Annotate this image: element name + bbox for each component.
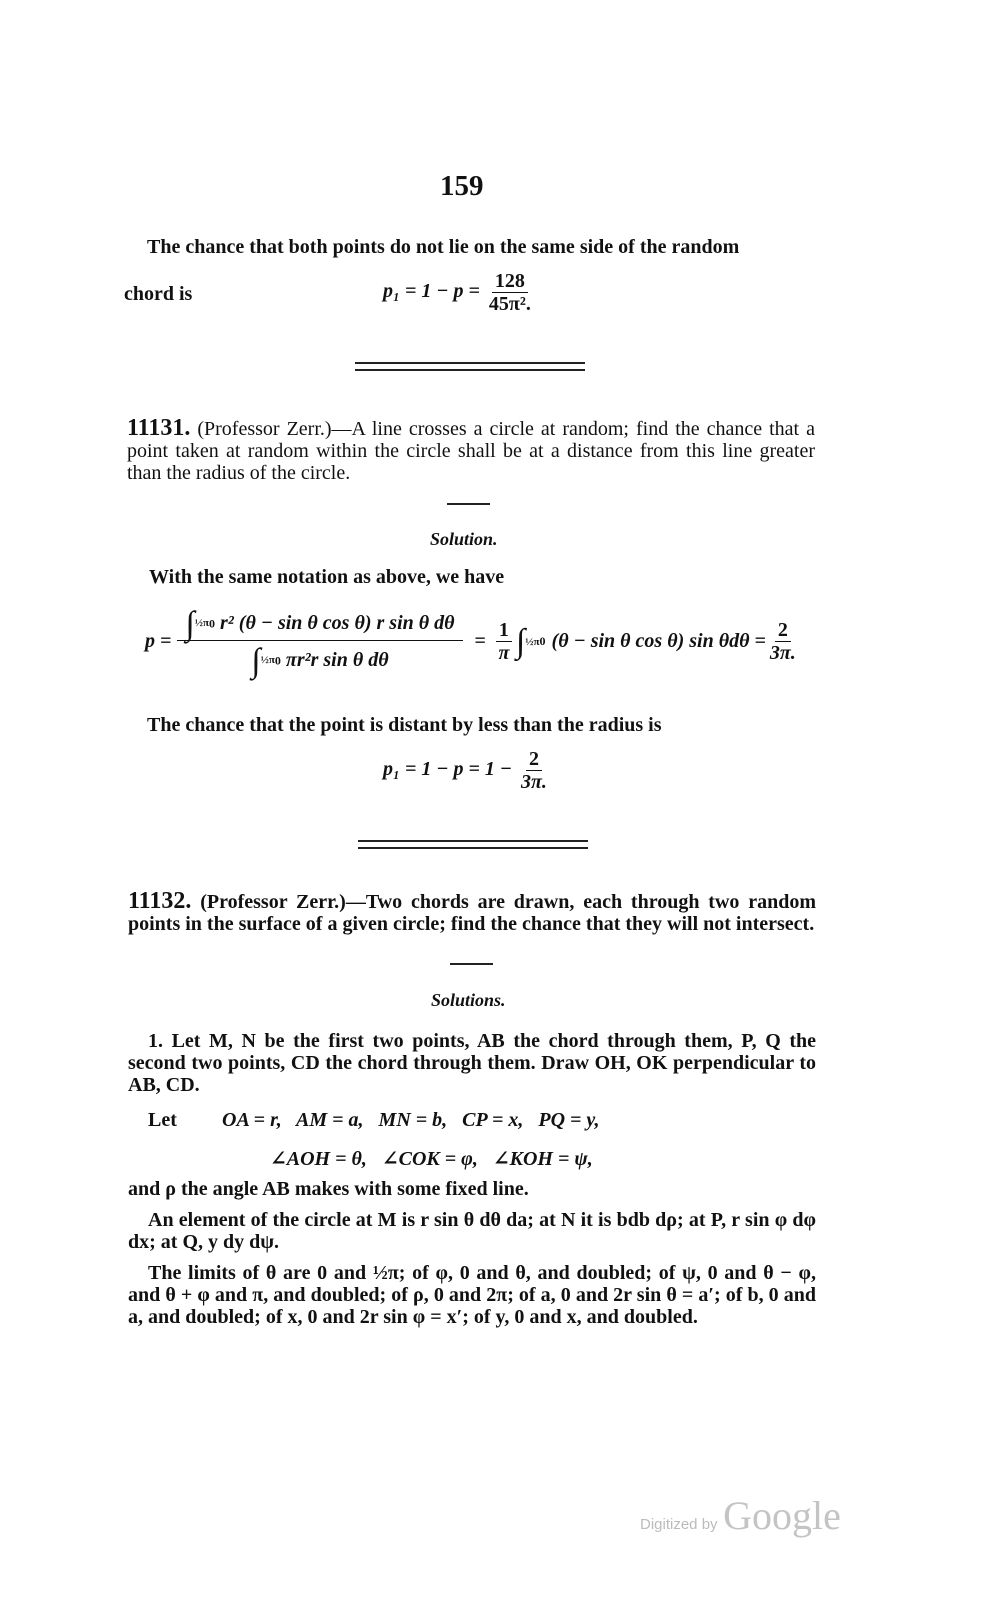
divider <box>355 369 585 371</box>
problem-text: (Professor Zerr.)—Two chords are drawn, each through two random points in the surface of a given circle; find the chance that they will not intersect. <box>128 891 817 935</box>
upper-limit: ½π <box>260 654 275 667</box>
divider <box>355 362 585 364</box>
solution-lead: With the same notation as above, we have <box>149 566 505 588</box>
denominator: 45π². <box>488 293 531 315</box>
result-fraction: $\frac{2}{3\pi.}$ <box>769 619 796 665</box>
solution-heading: Solution. <box>430 529 498 549</box>
problem-text: (Professor Zerr.)—A line crosses a circle at random; find the chance that a point taken at random within the circle shall be at a distance from this line greater than the radius of the circle. <box>127 418 815 484</box>
p-symbol: p = <box>145 630 172 653</box>
fraction: $\frac{2}{3\pi.}$ <box>521 748 547 793</box>
integral-fraction: $\frac{\int^{\frac{1}{2}\pi}0 r^2 (\theta - \sin \theta \cos \theta) r \sin \theta d\theta}{\int^{\frac{1}{2}\pi}0 \pi r^2r \sin \theta d\theta}$ <box>177 612 462 672</box>
formula-lhs: p₁ = 1 − p = <box>383 280 480 303</box>
problem-11131 <box>127 417 815 484</box>
equals: = <box>474 630 486 653</box>
problem-number: 11131. <box>127 415 191 441</box>
solution-para-1: 1. Let M, N be the first two points, AB the chord through them, P, Q the second two points, CD the chord through them. Draw OH, OK perpendicular to AB, CD. <box>128 1030 816 1096</box>
let-definitions: OA = r, AM = a, MN = b, CP = x, PQ = y, <box>222 1109 600 1131</box>
solution-para-4: The limits of θ are 0 and ½π; of φ, 0 and θ, and doubled; of ψ, 0 and θ − φ, and θ + φ and π, and doubled; of ρ, 0 and 2π; of a, 0 and 2r sin θ = a′; of b, 0 and a, and doubled; of x, 0 and 2r sin φ = x′; of y, 0 and x, and doubled. <box>128 1262 816 1328</box>
problem-11132 <box>128 890 816 935</box>
integral-formula: p = $\frac{\int^{\frac{1}{2}\pi}0 r^2 (\theta - \sin \theta \cos \theta) r \sin \theta d\theta}{\int^{\frac{1}{2}\pi}0 \pi r^2r \sin \theta d\theta}$ = $\frac{1}{\pi}$ ∫ ½π 0 (θ − sin θ cos θ) sin θdθ = $\frac{2}{3\pi.}$ <box>145 605 796 680</box>
intro-line: The chance that both points do not lie on the same side of the random <box>147 236 740 258</box>
solution-para-3: An element of the circle at M is r sin θ dθ da; at N it is bdb dρ; at P, r sin φ dφ dx; at Q, y dy dψ. <box>128 1209 816 1253</box>
p1-formula <box>383 748 551 793</box>
lower-limit: 0 <box>274 653 281 668</box>
solutions-heading: Solutions. <box>431 990 506 1010</box>
numerator: r² (θ − sin θ cos θ) r sin θ dθ <box>220 612 455 634</box>
angle-definitions: ∠AOH = θ, ∠COK = φ, ∠KOH = ψ, <box>270 1148 593 1170</box>
solution-line2: The chance that the point is distant by less than the radius is <box>147 714 662 736</box>
denominator: πr²r sin θ dθ <box>285 649 389 672</box>
one-over-pi: $\frac{1}{\pi}$ <box>496 619 512 664</box>
lower-limit: 0 <box>209 616 216 631</box>
integrand: (θ − sin θ cos θ) sin θdθ = <box>551 630 766 653</box>
upper-limit: ½π <box>525 635 540 648</box>
short-rule <box>450 963 493 965</box>
upper-limit: ½π <box>194 617 210 629</box>
let-label: Let <box>148 1109 177 1131</box>
watermark-prefix: Digitized by <box>640 1516 718 1533</box>
intro-formula <box>383 270 535 315</box>
p1-lhs: p₁ = 1 − p = 1 − <box>383 758 513 781</box>
intro-label: chord is <box>124 283 193 305</box>
solution-para-2: and ρ the angle AB makes with some fixed line. <box>128 1178 529 1200</box>
numerator: 128 <box>492 270 528 293</box>
divider <box>358 847 588 849</box>
problem-number: 11132. <box>128 888 192 914</box>
divider <box>358 840 588 842</box>
fraction <box>489 270 531 315</box>
page-number: 159 <box>440 170 484 202</box>
google-watermark <box>640 1492 841 1539</box>
google-logo: Google <box>723 1493 841 1538</box>
lower-limit: 0 <box>539 634 546 649</box>
short-rule <box>447 503 490 505</box>
